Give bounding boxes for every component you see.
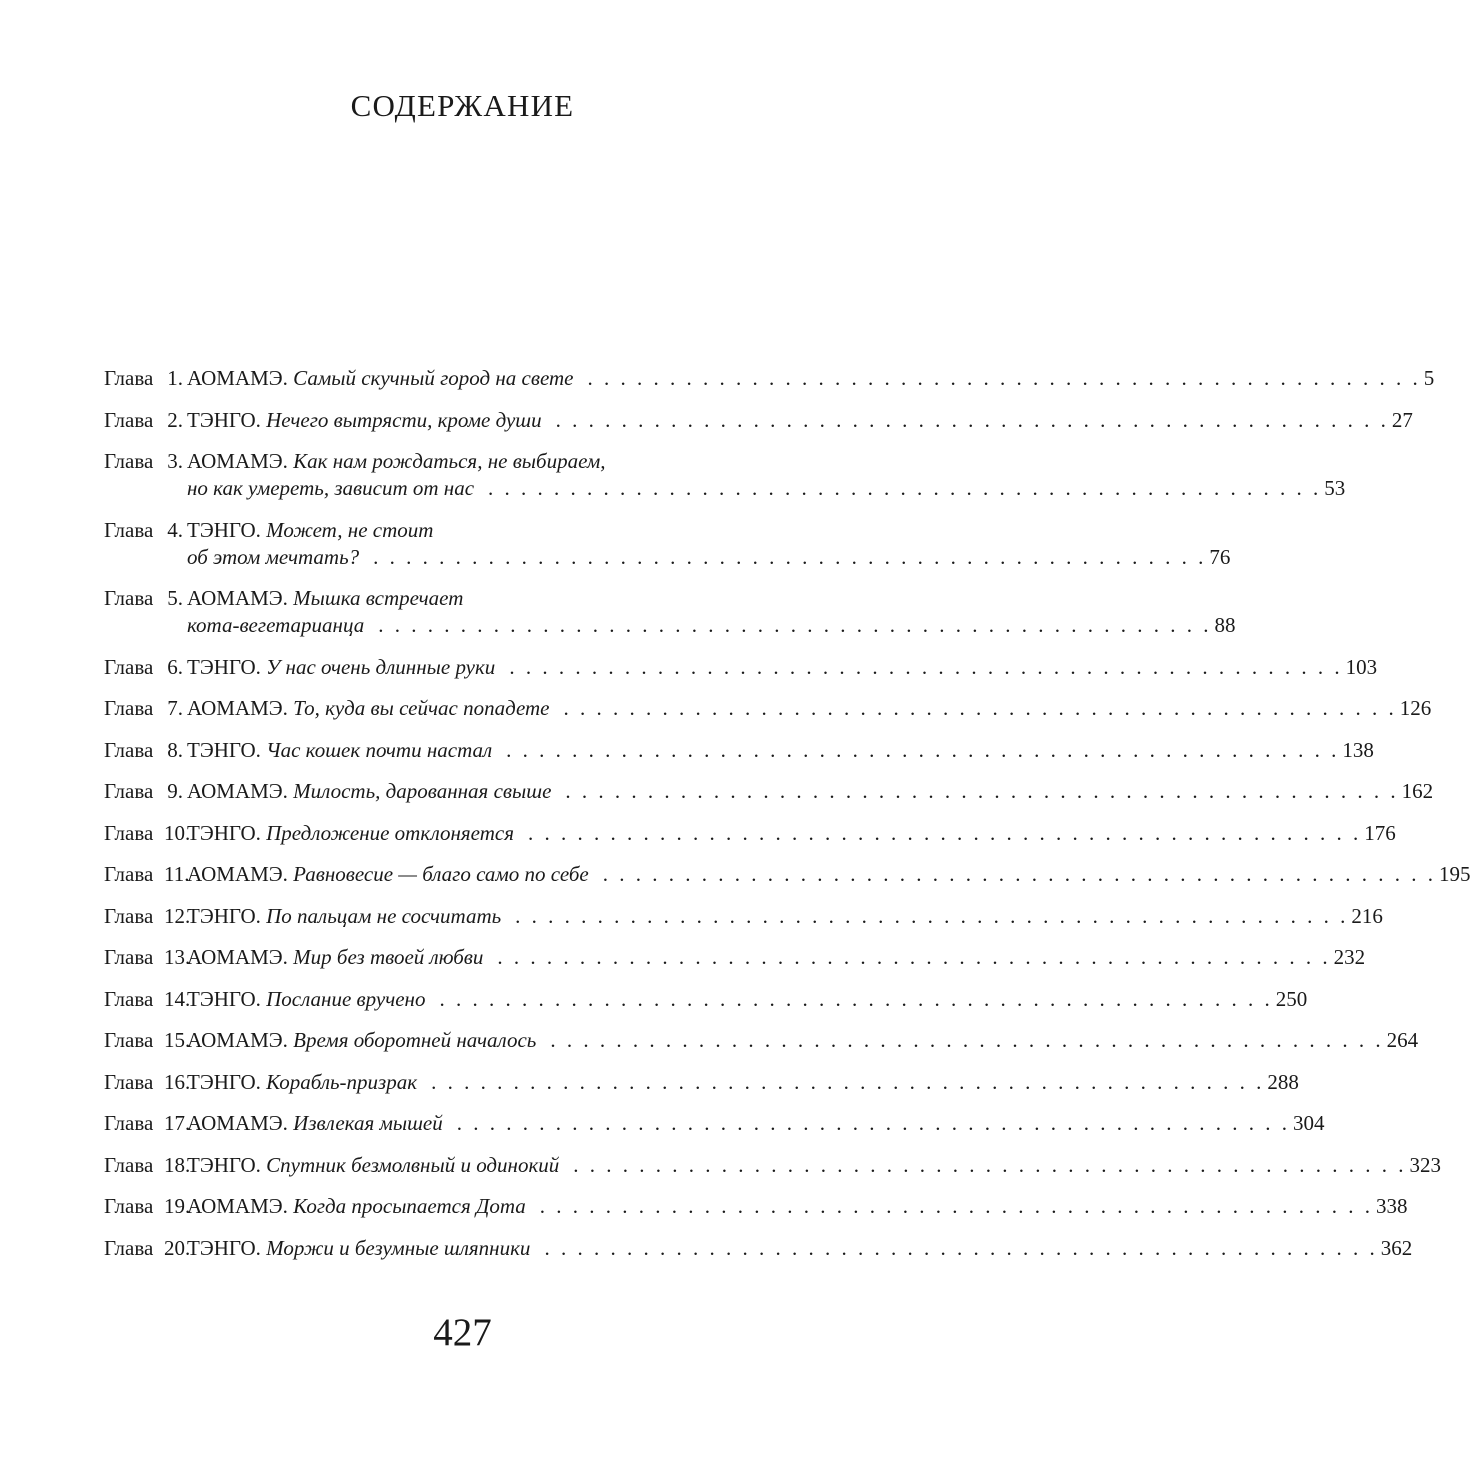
chapter-title: Милость, дарованная свыше	[293, 779, 552, 803]
chapter-character: АОМАМЭ.	[187, 1028, 288, 1052]
chapter-word: Глава	[104, 1069, 154, 1094]
chapter-character: ТЭНГО.	[187, 903, 261, 928]
chapter-character: АОМАМЭ.	[187, 449, 288, 473]
chapter-label	[104, 406, 183, 434]
chapter-label	[104, 777, 183, 805]
chapter-label	[104, 364, 183, 392]
chapter-line	[187, 777, 1434, 805]
chapter-word: Глава	[104, 1235, 154, 1260]
chapter-title: Час кошек почти настал	[266, 737, 493, 762]
chapter-character: АОМАМЭ.	[187, 862, 288, 886]
chapter-text	[183, 736, 1374, 764]
chapter-number: 9.	[167, 779, 183, 803]
chapter-page: 195	[1439, 862, 1471, 886]
chapter-text	[183, 1151, 1442, 1179]
chapter-label	[104, 584, 183, 612]
leader-dots: . . . . . . . . . . . . . . . . . . . . . . . . . . . . . . . . . . . . . . . . . . . . . . . . . . .	[509, 654, 1343, 679]
toc-entry[interactable]	[104, 985, 1308, 1013]
chapter-number: 13.	[164, 945, 191, 969]
leader-dots: . . . . . . . . . . . . . . . . . . . . . . . . . . . . . . . . . . . . . . . . . . . . . . . . . . .	[565, 779, 1399, 803]
chapter-text	[183, 694, 1432, 722]
chapter-character: ТЭНГО.	[187, 1152, 261, 1177]
toc-entry[interactable]	[104, 1109, 1325, 1137]
chapter-word: Глава	[104, 1111, 154, 1135]
chapter-title: Может, не стоит	[266, 517, 434, 542]
chapter-line	[187, 447, 747, 475]
chapter-number: 14.	[164, 986, 191, 1011]
chapter-number: 8.	[167, 737, 183, 762]
toc-entry[interactable]	[104, 653, 1378, 681]
chapter-text	[183, 584, 1236, 639]
leader-dots: . . . . . . . . . . . . . . . . . . . . . . . . . . . . . . . . . . . . . . . . . . . . . . . . . . .	[563, 696, 1397, 720]
chapter-line	[187, 819, 1396, 847]
leader-dots: . . . . . . . . . . . . . . . . . . . . . . . . . . . . . . . . . . . . . . . . . . . . . . . . . . .	[497, 945, 1331, 969]
chapter-number: 19.	[164, 1194, 191, 1218]
chapter-text	[183, 1234, 1413, 1262]
chapter-title: Моржи и безумные шляпники	[266, 1235, 531, 1260]
chapter-word: Глава	[104, 449, 154, 473]
chapter-title: Послание вручено	[266, 986, 426, 1011]
chapter-word: Глава	[104, 696, 154, 720]
chapter-page: 250	[1275, 986, 1308, 1011]
chapter-word: Глава	[104, 407, 154, 432]
chapter-title: Равновесие — благо само по себе	[293, 862, 589, 886]
chapter-character: ТЭНГО.	[187, 737, 261, 762]
chapter-title: У нас очень длинные руки	[266, 654, 496, 679]
leader-dots: . . . . . . . . . . . . . . . . . . . . . . . . . . . . . . . . . . . . . . . . . . . . . . . . . . .	[527, 820, 1362, 845]
chapter-title: Самый скучный город на свете	[293, 366, 574, 390]
toc-entry[interactable]	[104, 943, 1366, 971]
chapter-page: 5	[1423, 366, 1435, 390]
chapter-number: 12.	[164, 903, 191, 928]
chapter-page: 338	[1376, 1194, 1408, 1218]
leader-dots: . . . . . . . . . . . . . . . . . . . . . . . . . . . . . . . . . . . . . . . . . . . . . . . . . . .	[539, 1194, 1374, 1218]
chapter-text	[183, 943, 1366, 971]
chapter-word: Глава	[104, 820, 154, 845]
chapter-title: То, куда вы сейчас попадете	[293, 696, 550, 720]
leader-dots: . . . . . . . . . . . . . . . . . . . . . . . . . . . . . . . . . . . . . . . . . . . . . . . . . . .	[544, 1235, 1378, 1260]
chapter-number: 5.	[167, 586, 183, 610]
chapter-number: 10.	[164, 820, 191, 845]
chapter-line	[187, 1234, 1413, 1262]
page-number: 427	[433, 1311, 492, 1354]
chapter-number: 2.	[167, 407, 183, 432]
chapter-title: Предложение отклоняется	[266, 820, 514, 845]
chapter-text	[183, 902, 1383, 930]
leader-dots: . . . . . . . . . . . . . . . . . . . . . . . . . . . . . . . . . . . . . . . . . . . . . . . . . . .	[373, 544, 1207, 569]
chapter-line	[187, 1068, 1299, 1096]
toc-entry[interactable]	[104, 406, 1413, 434]
chapter-line	[187, 474, 1346, 502]
chapter-page: 103	[1345, 654, 1378, 679]
toc-entry[interactable]	[104, 364, 1435, 392]
chapter-label	[104, 819, 191, 847]
chapter-title: Когда просыпается Дота	[293, 1194, 526, 1218]
chapter-label	[104, 1151, 191, 1179]
chapter-title-continuation: об этом мечтать?	[187, 544, 360, 569]
toc-entry[interactable]	[104, 736, 1374, 764]
chapter-text	[183, 819, 1396, 847]
chapter-label	[104, 653, 183, 681]
chapter-word: Глава	[104, 779, 154, 803]
chapter-title: Мышка встречает	[293, 586, 464, 610]
chapter-word: Глава	[104, 903, 154, 928]
chapter-word: Глава	[104, 986, 154, 1011]
chapter-text	[183, 653, 1378, 681]
chapter-label	[104, 1068, 191, 1096]
toc-entry[interactable]	[104, 1026, 1419, 1054]
chapter-character: АОМАМЭ.	[187, 1111, 288, 1135]
chapter-page: 176	[1364, 820, 1396, 845]
chapter-number: 16.	[164, 1069, 191, 1094]
chapter-text	[183, 1068, 1299, 1096]
chapter-line	[187, 611, 1236, 639]
chapter-label	[104, 985, 191, 1013]
chapter-label	[104, 694, 183, 722]
chapter-page: 232	[1333, 945, 1366, 969]
chapter-title: По пальцам не сосчитать	[266, 903, 502, 928]
chapter-character: ТЭНГО.	[187, 986, 261, 1011]
chapter-character: ТЭНГО.	[187, 1235, 261, 1260]
chapter-title: Нечего вытрясти, кроме души	[266, 407, 542, 432]
chapter-page: 88	[1214, 613, 1236, 637]
chapter-line	[187, 1192, 1408, 1220]
toc-entry[interactable]	[104, 860, 1471, 888]
chapter-number: 15.	[164, 1028, 191, 1052]
toc-entry[interactable]	[104, 1151, 1442, 1179]
toc-entry[interactable]	[104, 902, 1383, 930]
chapter-line	[187, 943, 1366, 971]
chapter-text	[183, 406, 1413, 434]
leader-dots: . . . . . . . . . . . . . . . . . . . . . . . . . . . . . . . . . . . . . . . . . . . . . . . . . . .	[488, 476, 1322, 500]
chapter-line	[187, 1026, 1419, 1054]
toc-entry[interactable]	[104, 1192, 1408, 1220]
chapter-text	[183, 860, 1471, 888]
chapter-number: 11.	[164, 862, 190, 886]
leader-dots: . . . . . . . . . . . . . . . . . . . . . . . . . . . . . . . . . . . . . . . . . . . . . . . . . . .	[550, 1028, 1384, 1052]
leader-dots: . . . . . . . . . . . . . . . . . . . . . . . . . . . . . . . . . . . . . . . . . . . . . . . . . . .	[602, 862, 1437, 886]
chapter-character: АОМАМЭ.	[187, 586, 288, 610]
chapter-word: Глава	[104, 1194, 154, 1218]
chapter-page: 216	[1351, 903, 1383, 928]
chapter-character: ТЭНГО.	[187, 654, 261, 679]
chapter-character: АОМАМЭ.	[187, 366, 288, 390]
chapter-word: Глава	[104, 945, 154, 969]
chapter-title-continuation: кота-вегетарианца	[187, 613, 365, 637]
chapter-line	[187, 653, 1378, 681]
leader-dots: . . . . . . . . . . . . . . . . . . . . . . . . . . . . . . . . . . . . . . . . . . . . . . . . . . .	[439, 986, 1273, 1011]
chapter-word: Глава	[104, 586, 154, 610]
chapter-label	[104, 943, 191, 971]
chapter-line	[187, 516, 747, 544]
chapter-page: 288	[1267, 1069, 1299, 1094]
chapter-line	[187, 902, 1383, 930]
chapter-text	[183, 364, 1435, 392]
chapter-label	[104, 736, 183, 764]
chapter-page: 138	[1342, 737, 1374, 762]
leader-dots: . . . . . . . . . . . . . . . . . . . . . . . . . . . . . . . . . . . . . . . . . . . . . . . . . . .	[506, 737, 1340, 762]
chapter-label	[104, 860, 190, 888]
chapter-word: Глава	[104, 1028, 154, 1052]
leader-dots: . . . . . . . . . . . . . . . . . . . . . . . . . . . . . . . . . . . . . . . . . . . . . . . . . . .	[587, 366, 1421, 390]
chapter-text	[183, 516, 1231, 571]
chapter-line	[187, 736, 1374, 764]
chapter-line	[187, 584, 747, 612]
chapter-number: 17.	[164, 1111, 191, 1135]
chapter-page: 126	[1399, 696, 1432, 720]
toc-entry[interactable]	[104, 694, 1432, 722]
chapter-text	[183, 1109, 1325, 1137]
toc-entry[interactable]	[104, 516, 1231, 571]
chapter-word: Глава	[104, 517, 154, 542]
chapter-text	[183, 777, 1434, 805]
chapter-title-continuation: но как умереть, зависит от нас	[187, 476, 475, 500]
chapter-label	[104, 1234, 191, 1262]
chapter-number: 20.	[164, 1235, 191, 1260]
chapter-character: ТЭНГО.	[187, 407, 261, 432]
leader-dots: . . . . . . . . . . . . . . . . . . . . . . . . . . . . . . . . . . . . . . . . . . . . . . . . . . .	[515, 903, 1349, 928]
leader-dots: . . . . . . . . . . . . . . . . . . . . . . . . . . . . . . . . . . . . . . . . . . . . . . . . . . .	[555, 407, 1389, 432]
chapter-line	[187, 1151, 1442, 1179]
chapter-word: Глава	[104, 737, 154, 762]
chapter-label	[104, 1192, 191, 1220]
leader-dots: . . . . . . . . . . . . . . . . . . . . . . . . . . . . . . . . . . . . . . . . . . . . . . . . . . .	[456, 1111, 1291, 1135]
chapter-number: 3.	[167, 449, 183, 473]
chapter-text	[183, 447, 1346, 502]
chapter-word: Глава	[104, 1152, 154, 1177]
chapter-character: ТЭНГО.	[187, 820, 261, 845]
chapter-label	[104, 447, 183, 475]
chapter-number: 1.	[167, 366, 183, 390]
chapter-character: АОМАМЭ.	[187, 696, 288, 720]
toc-entry[interactable]	[104, 777, 1434, 805]
chapter-line	[187, 1109, 1325, 1137]
chapter-word: Глава	[104, 654, 154, 679]
chapter-page: 76	[1209, 544, 1231, 569]
chapter-character: АОМАМЭ.	[187, 779, 288, 803]
chapter-line	[187, 694, 1432, 722]
chapter-title: Как нам рождаться, не выбираем,	[293, 449, 606, 473]
chapter-text	[183, 1192, 1408, 1220]
chapter-title: Время оборотней началось	[293, 1028, 537, 1052]
chapter-page: 264	[1386, 1028, 1419, 1052]
chapter-page: 304	[1293, 1111, 1325, 1135]
chapter-label	[104, 516, 183, 544]
chapter-number: 7.	[167, 696, 183, 720]
chapter-line	[187, 860, 1471, 888]
chapter-label	[104, 1026, 191, 1054]
chapter-line	[187, 985, 1308, 1013]
chapter-title: Мир без твоей любви	[293, 945, 484, 969]
chapter-text	[183, 985, 1308, 1013]
leader-dots: . . . . . . . . . . . . . . . . . . . . . . . . . . . . . . . . . . . . . . . . . . . . . . . . . . .	[573, 1152, 1407, 1177]
toc-entry[interactable]	[104, 1234, 1413, 1262]
chapter-character: ТЭНГО.	[187, 517, 261, 542]
chapter-label	[104, 902, 191, 930]
chapter-line	[187, 364, 1435, 392]
table-of-contents	[104, 364, 1471, 1275]
chapter-character: ТЭНГО.	[187, 1069, 261, 1094]
toc-entry[interactable]	[104, 584, 1236, 639]
leader-dots: . . . . . . . . . . . . . . . . . . . . . . . . . . . . . . . . . . . . . . . . . . . . . . . . . . .	[431, 1069, 1265, 1094]
chapter-character: АОМАМЭ.	[187, 945, 288, 969]
chapter-page: 53	[1324, 476, 1346, 500]
chapter-number: 18.	[164, 1152, 191, 1177]
leader-dots: . . . . . . . . . . . . . . . . . . . . . . . . . . . . . . . . . . . . . . . . . . . . . . . . . . .	[378, 613, 1212, 637]
chapter-number: 4.	[167, 517, 183, 542]
chapter-title: Извлекая мышей	[293, 1111, 443, 1135]
chapter-page: 362	[1380, 1235, 1413, 1260]
chapter-line	[187, 406, 1413, 434]
chapter-page: 162	[1401, 779, 1434, 803]
chapter-title: Корабль-призрак	[266, 1069, 418, 1094]
chapter-title: Спутник безмолвный и одинокий	[266, 1152, 560, 1177]
toc-entry[interactable]	[104, 447, 1346, 502]
chapter-line	[187, 543, 1231, 571]
chapter-character: АОМАМЭ.	[187, 1194, 288, 1218]
page-title: СОДЕРЖАНИЕ	[350, 88, 575, 123]
chapter-page: 323	[1409, 1152, 1442, 1177]
chapter-word: Глава	[104, 862, 154, 886]
chapter-page: 27	[1391, 407, 1413, 432]
toc-entry[interactable]	[104, 1068, 1299, 1096]
chapter-number: 6.	[167, 654, 183, 679]
toc-entry[interactable]	[104, 819, 1396, 847]
chapter-text	[183, 1026, 1419, 1054]
chapter-label	[104, 1109, 191, 1137]
chapter-word: Глава	[104, 366, 154, 390]
